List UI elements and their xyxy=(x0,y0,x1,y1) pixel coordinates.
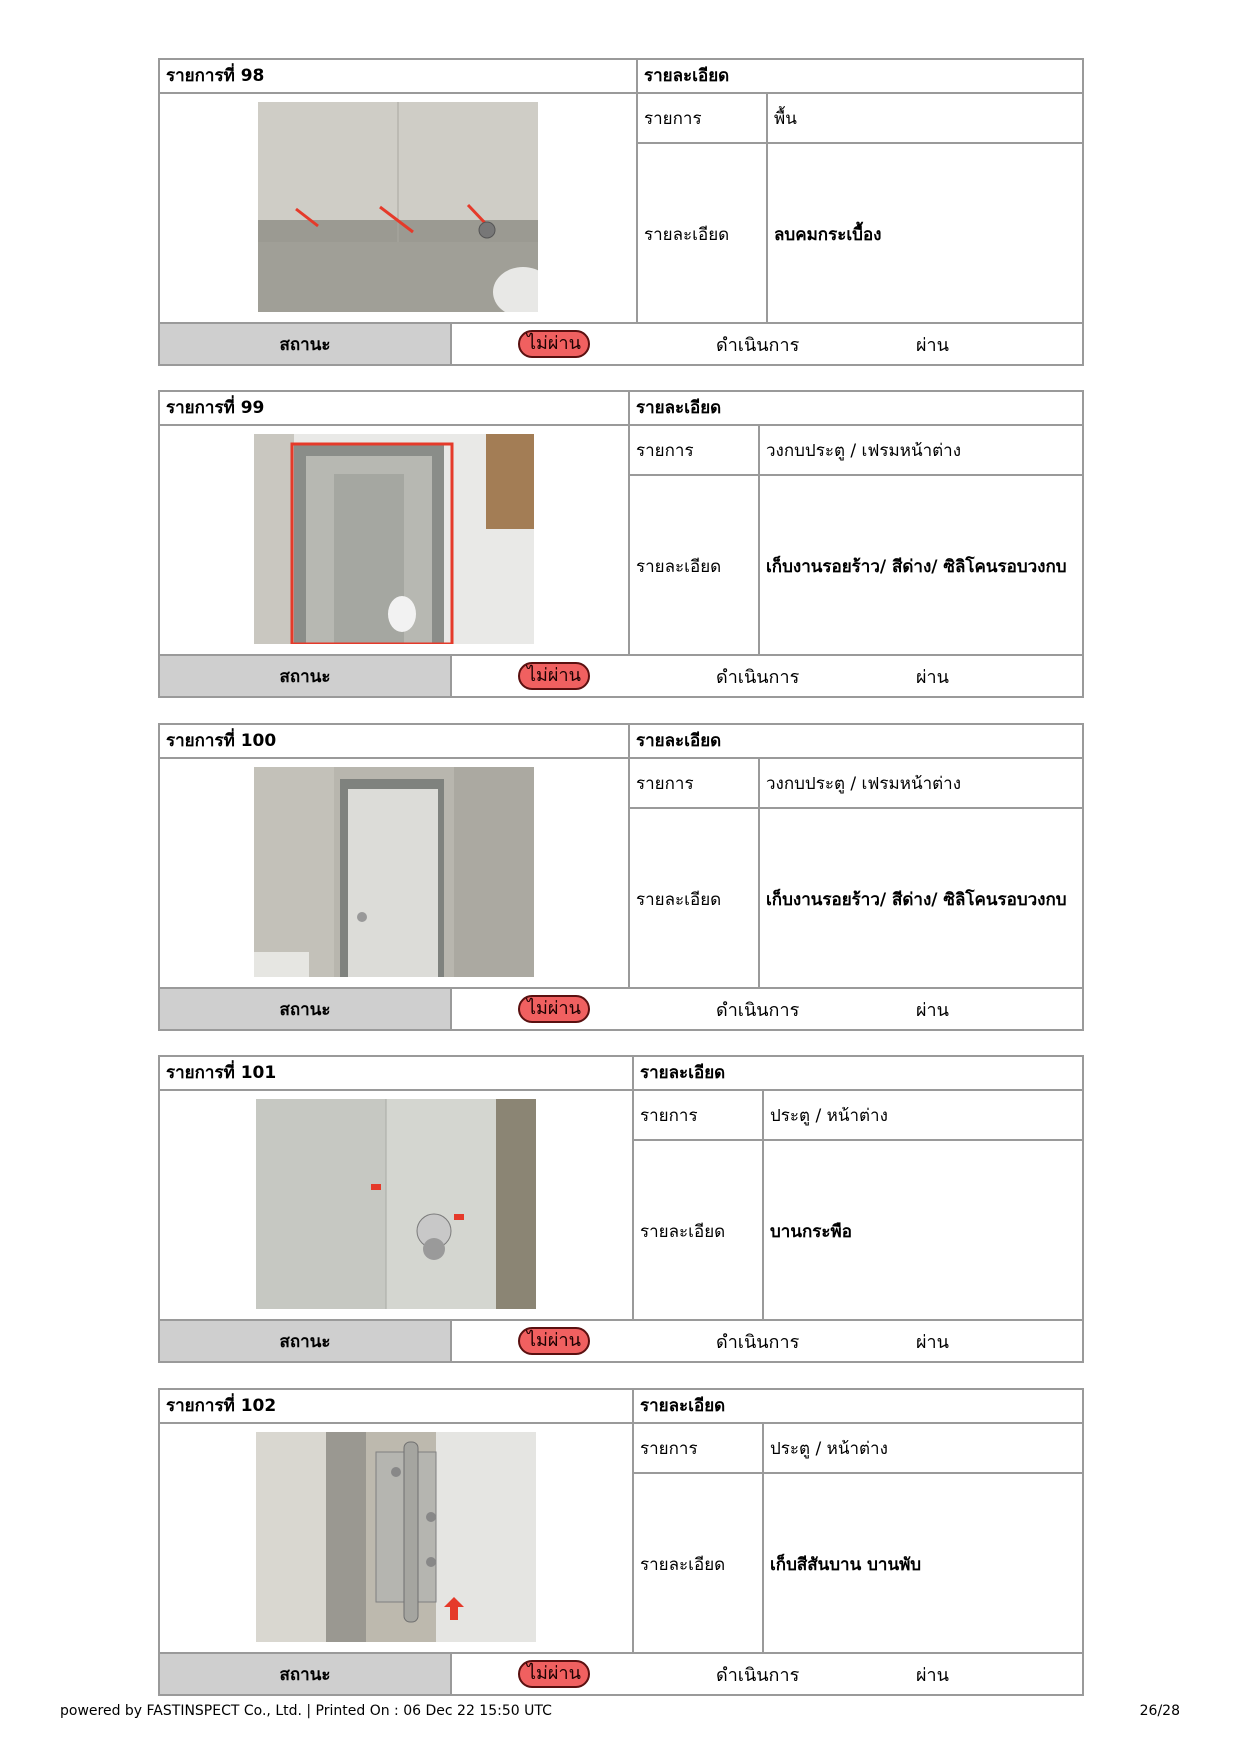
status-in-progress-option[interactable]: ดำเนินการ xyxy=(716,334,800,356)
defect-photo-door-frame xyxy=(254,434,534,644)
defect-photo-hinge xyxy=(256,1432,536,1642)
inspection-card-100 xyxy=(158,723,1084,1031)
item-title: รายการที่ 101 xyxy=(160,1057,634,1091)
inspection-card-101 xyxy=(158,1055,1084,1363)
footer-credit: powered by FASTINSPECT Co., Ltd. | Printed On : 06 Dec 22 15:50 UTC xyxy=(60,1703,552,1719)
status-pass-option[interactable]: ผ่าน xyxy=(916,999,949,1021)
details-header: รายละเอียด xyxy=(630,392,1082,426)
status-bar xyxy=(160,1319,1082,1361)
photo-cell xyxy=(160,94,638,324)
item-detail: ลบคมกระเบื้อง xyxy=(774,224,882,245)
item-label: รายการ xyxy=(644,108,702,129)
status-fail-badge: ไม่ผ่าน xyxy=(518,1327,590,1355)
status-bar xyxy=(160,1652,1082,1694)
defect-photo-door-frame xyxy=(254,767,534,977)
status-fail-option[interactable] xyxy=(518,989,590,1029)
status-in-progress-option[interactable]: ดำเนินการ xyxy=(716,666,800,688)
photo-cell xyxy=(160,1424,634,1654)
photo-cell xyxy=(160,1091,634,1321)
item-category: พื้น xyxy=(774,108,797,129)
item-category: วงกบประตู / เฟรมหน้าต่าง xyxy=(766,773,962,794)
status-in-progress-option[interactable]: ดำเนินการ xyxy=(716,1331,800,1353)
defect-photo-door-leaf xyxy=(256,1099,536,1309)
item-category: ประตู / หน้าต่าง xyxy=(770,1105,888,1126)
item-category: ประตู / หน้าต่าง xyxy=(770,1438,888,1459)
item-label: รายการ xyxy=(640,1105,698,1126)
item-title: รายการที่ 98 xyxy=(160,60,638,94)
photo-cell xyxy=(160,759,630,989)
status-fail-badge: ไม่ผ่าน xyxy=(518,662,590,690)
status-label: สถานะ xyxy=(160,656,452,696)
status-bar xyxy=(160,654,1082,696)
status-pass-option[interactable]: ผ่าน xyxy=(916,1664,949,1686)
status-fail-option[interactable] xyxy=(518,656,590,696)
status-label: สถานะ xyxy=(160,1321,452,1361)
status-pass-option[interactable]: ผ่าน xyxy=(916,666,949,688)
details-label: รายละเอียด xyxy=(640,1554,726,1575)
status-label: สถานะ xyxy=(160,324,452,364)
details-label: รายละเอียด xyxy=(640,1221,726,1242)
status-fail-badge: ไม่ผ่าน xyxy=(518,330,590,358)
status-fail-option[interactable] xyxy=(518,1654,590,1694)
item-title: รายการที่ 102 xyxy=(160,1390,634,1424)
item-title: รายการที่ 99 xyxy=(160,392,630,426)
status-fail-badge: ไม่ผ่าน xyxy=(518,995,590,1023)
details-header: รายละเอียด xyxy=(634,1057,1082,1091)
photo-cell xyxy=(160,426,630,656)
item-label: รายการ xyxy=(636,440,694,461)
item-title: รายการที่ 100 xyxy=(160,725,630,759)
defect-photo-floor xyxy=(258,102,538,312)
details-label: รายละเอียด xyxy=(636,889,722,910)
status-bar xyxy=(160,987,1082,1029)
status-pass-option[interactable]: ผ่าน xyxy=(916,334,949,356)
item-detail: บานกระพือ xyxy=(770,1221,852,1242)
details-header: รายละเอียด xyxy=(630,725,1082,759)
inspection-card-102 xyxy=(158,1388,1084,1696)
status-in-progress-option[interactable]: ดำเนินการ xyxy=(716,1664,800,1686)
details-header: รายละเอียด xyxy=(638,60,1082,94)
item-category: วงกบประตู / เฟรมหน้าต่าง xyxy=(766,440,962,461)
status-pass-option[interactable]: ผ่าน xyxy=(916,1331,949,1353)
item-detail: เก็บงานรอยร้าว/ สีด่าง/ ซิลิโคนรอบวงกบ xyxy=(766,556,1067,577)
status-bar xyxy=(160,322,1082,364)
details-label: รายละเอียด xyxy=(644,224,730,245)
details-label: รายละเอียด xyxy=(636,556,722,577)
details-header: รายละเอียด xyxy=(634,1390,1082,1424)
page-number: 26/28 xyxy=(1139,1703,1180,1719)
inspection-card-98 xyxy=(158,58,1084,366)
item-label: รายการ xyxy=(636,773,694,794)
status-in-progress-option[interactable]: ดำเนินการ xyxy=(716,999,800,1021)
status-label: สถานะ xyxy=(160,989,452,1029)
item-detail: เก็บงานรอยร้าว/ สีด่าง/ ซิลิโคนรอบวงกบ xyxy=(766,889,1067,910)
item-detail: เก็บสีสันบาน บานพับ xyxy=(770,1554,922,1575)
status-fail-option[interactable] xyxy=(518,1321,590,1361)
inspection-card-99 xyxy=(158,390,1084,698)
status-fail-option[interactable] xyxy=(518,324,590,364)
item-label: รายการ xyxy=(640,1438,698,1459)
status-label: สถานะ xyxy=(160,1654,452,1694)
status-fail-badge: ไม่ผ่าน xyxy=(518,1660,590,1688)
